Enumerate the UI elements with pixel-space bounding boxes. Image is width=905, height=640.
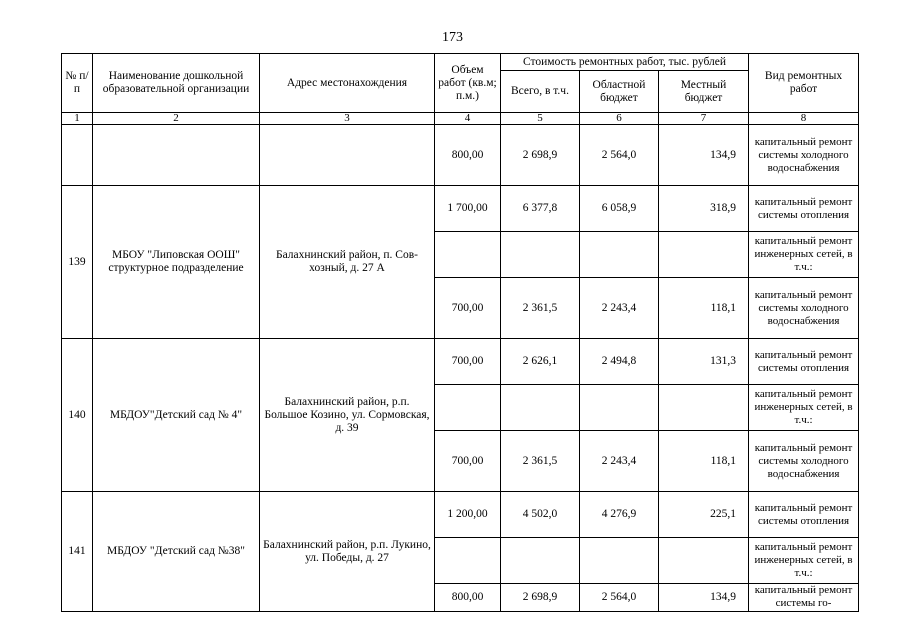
row-volume: 1 700,00 xyxy=(435,186,501,232)
row-local: 118,1 xyxy=(659,431,749,492)
column-index: 2 xyxy=(93,113,260,125)
header-cost-group: Стоимость ремонтных работ, тыс. рублей xyxy=(501,54,749,71)
row-work-type: капитальный ремонт инженерных сетей, в т.ч.: xyxy=(749,385,859,431)
header-regional-budget: Областной бюджет xyxy=(580,71,659,113)
table-row xyxy=(62,186,859,232)
row-regional: 2 243,4 xyxy=(580,431,659,492)
row-work-type: капитальный ремонт системы го- xyxy=(749,584,859,612)
row-work-type: капитальный ремонт инженерных сетей, в т.ч.: xyxy=(749,232,859,278)
row-local xyxy=(659,232,749,278)
column-index: 4 xyxy=(435,113,501,125)
row-regional xyxy=(580,232,659,278)
row-volume: 800,00 xyxy=(435,125,501,186)
row-regional: 6 058,9 xyxy=(580,186,659,232)
column-index-row xyxy=(62,113,859,125)
row-volume xyxy=(435,538,501,584)
row-total: 2 361,5 xyxy=(501,431,580,492)
row-organization: МБОУ "Липовская ООШ" структурное подразделение xyxy=(93,186,260,339)
row-work-type: капитальный ремонт инженерных сетей, в т.ч.: xyxy=(749,538,859,584)
row-work-type: капитальный ремонт системы отопления xyxy=(749,339,859,385)
row-address: Балахнинский район, п. Совхозный, д. 27 А xyxy=(260,186,435,339)
row-volume: 800,00 xyxy=(435,584,501,612)
row-work-type: капитальный ремонт системы холодного водоснабжения xyxy=(749,125,859,186)
row-regional: 2 564,0 xyxy=(580,125,659,186)
header-row-1 xyxy=(62,54,859,71)
row-num: 140 xyxy=(62,339,93,492)
row-total: 2 698,9 xyxy=(501,125,580,186)
row-address xyxy=(260,125,435,186)
column-index: 3 xyxy=(260,113,435,125)
row-total: 6 377,8 xyxy=(501,186,580,232)
row-organization: МБДОУ"Детский сад № 4" xyxy=(93,339,260,492)
row-total xyxy=(501,232,580,278)
header-local-budget: Местный бюджет xyxy=(659,71,749,113)
row-total: 4 502,0 xyxy=(501,492,580,538)
row-address: Балахнинский район, р.п. Лукино, ул. Победы, д. 27 xyxy=(260,492,435,612)
row-local: 131,3 xyxy=(659,339,749,385)
row-volume: 1 200,00 xyxy=(435,492,501,538)
column-index: 5 xyxy=(501,113,580,125)
header-work-type: Вид ремонтных работ xyxy=(749,54,859,113)
row-local: 118,1 xyxy=(659,278,749,339)
table-row xyxy=(62,492,859,538)
row-work-type: капитальный ремонт системы холодного водоснабжения xyxy=(749,431,859,492)
row-volume: 700,00 xyxy=(435,278,501,339)
header-total: Всего, в т.ч. xyxy=(501,71,580,113)
row-num: 139 xyxy=(62,186,93,339)
header-volume: Объем работ (кв.м; п.м.) xyxy=(435,54,501,113)
row-regional: 2 243,4 xyxy=(580,278,659,339)
row-work-type: капитальный ремонт системы отопления xyxy=(749,186,859,232)
row-total: 2 626,1 xyxy=(501,339,580,385)
column-index: 1 xyxy=(62,113,93,125)
row-local: 318,9 xyxy=(659,186,749,232)
row-total: 2 361,5 xyxy=(501,278,580,339)
row-total xyxy=(501,385,580,431)
row-total xyxy=(501,538,580,584)
row-work-type: капитальный ремонт системы отопления xyxy=(749,492,859,538)
row-regional xyxy=(580,538,659,584)
row-local: 225,1 xyxy=(659,492,749,538)
row-local xyxy=(659,385,749,431)
column-index: 6 xyxy=(580,113,659,125)
table-row xyxy=(62,339,859,385)
header-num: № п/п xyxy=(62,54,93,113)
repair-works-table xyxy=(61,53,859,612)
row-address: Балахнинский район, р.п. Большое Козино, ул. Сормовская, д. 39 xyxy=(260,339,435,492)
row-num: 141 xyxy=(62,492,93,612)
row-regional: 2 494,8 xyxy=(580,339,659,385)
row-volume: 700,00 xyxy=(435,339,501,385)
row-regional: 4 276,9 xyxy=(580,492,659,538)
header-organization-name: Наименование дошкольной образовательной организации xyxy=(93,54,260,113)
column-index: 7 xyxy=(659,113,749,125)
row-local xyxy=(659,538,749,584)
row-volume: 700,00 xyxy=(435,431,501,492)
row-volume xyxy=(435,385,501,431)
page-number: 173 xyxy=(442,30,463,45)
row-local: 134,9 xyxy=(659,584,749,612)
row-total: 2 698,9 xyxy=(501,584,580,612)
column-index: 8 xyxy=(749,113,859,125)
row-organization: МБДОУ "Детский сад №38" xyxy=(93,492,260,612)
table-row xyxy=(62,125,859,186)
row-volume xyxy=(435,232,501,278)
row-num xyxy=(62,125,93,186)
row-work-type: капитальный ремонт системы холодного водоснабжения xyxy=(749,278,859,339)
header-address: Адрес местонахождения xyxy=(260,54,435,113)
row-regional: 2 564,0 xyxy=(580,584,659,612)
row-regional xyxy=(580,385,659,431)
row-local: 134,9 xyxy=(659,125,749,186)
row-organization xyxy=(93,125,260,186)
